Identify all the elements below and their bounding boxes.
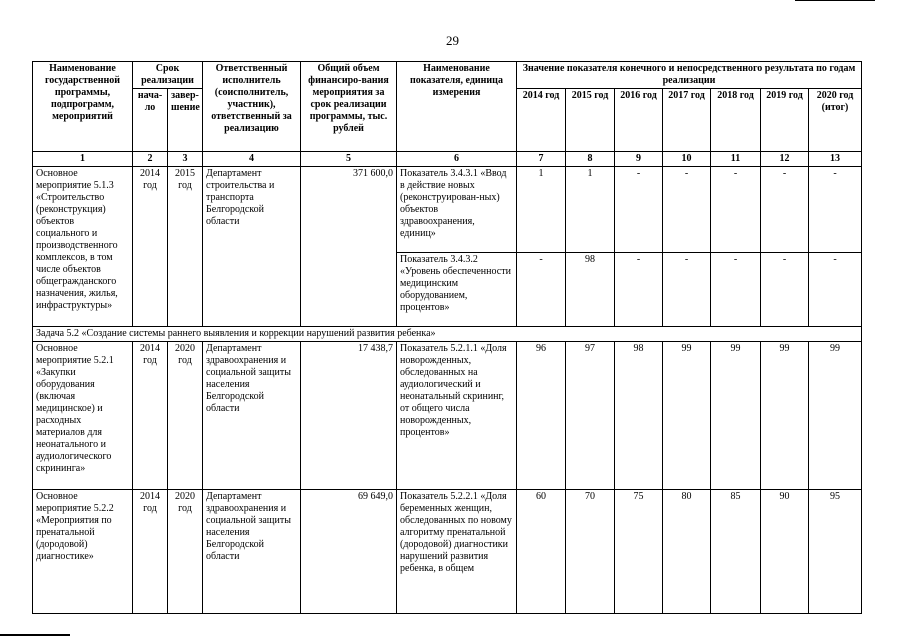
header-start: нача-ло	[133, 89, 168, 152]
value-cell: 60	[517, 490, 566, 614]
task-title: Задача 5.2 «Создание системы раннего выявления и коррекции нарушений развития ребенка»	[33, 327, 862, 342]
end-year: 2020 год	[168, 342, 203, 490]
header-year: 2020 год (итог)	[809, 89, 862, 152]
value-cell: 99	[761, 342, 809, 490]
bottom-rule	[0, 634, 70, 636]
value-cell: -	[761, 167, 809, 253]
table-row	[33, 490, 862, 614]
col-number: 12	[761, 152, 809, 167]
value-cell: -	[517, 253, 566, 327]
header-end: завер-шение	[168, 89, 203, 152]
measure-name: Основное мероприятие 5.2.2 «Мероприятия по пренатальной (дородовой) диагностике»	[33, 490, 133, 614]
col-number: 1	[33, 152, 133, 167]
col-number: 3	[168, 152, 203, 167]
col-number: 10	[663, 152, 711, 167]
col-number: 5	[301, 152, 397, 167]
start-year: 2014 год	[133, 167, 168, 327]
value-cell: 1	[517, 167, 566, 253]
indicator: Показатель 3.4.3.1 «Ввод в действие новых (реконструирован-ных) объектов здравоохранения, единиц»	[397, 167, 517, 253]
indicator: Показатель 3.4.3.2 «Уровень обеспеченности медицинским оборудованием, процентов»	[397, 253, 517, 327]
value-cell: 75	[615, 490, 663, 614]
value-cell: 97	[566, 342, 615, 490]
measure-name: Основное мероприятие 5.1.3 «Строительство (реконструкция) объектов социального и производственного комплексов, в том числе объектов общегражданского назначения, жилья, инфраструктуры»	[33, 167, 133, 327]
value-cell: 1	[566, 167, 615, 253]
header-year: 2015 год	[566, 89, 615, 152]
end-year: 2015 год	[168, 167, 203, 327]
value-cell: -	[663, 167, 711, 253]
table-row	[33, 167, 862, 253]
header-year: 2018 год	[711, 89, 761, 152]
col-number: 8	[566, 152, 615, 167]
funding: 69 649,0	[301, 490, 397, 614]
header-year: 2017 год	[663, 89, 711, 152]
header-name: Наименование государственной программы, подпрограмм, мероприятий	[33, 62, 133, 152]
indicator: Показатель 5.2.1.1 «Доля новорожденных, обследованных на аудиологический и неонатальный скрининг, от общего числа новорожденных, процентов»	[397, 342, 517, 490]
value-cell: 99	[663, 342, 711, 490]
value-cell: -	[711, 167, 761, 253]
header-term: Срок реализации	[133, 62, 203, 89]
page-number: 29	[446, 33, 459, 48]
header-executor: Ответственный исполнитель (соисполнитель, участник), ответственный за реализацию	[203, 62, 301, 152]
executor: Департамент здравоохранения и социальной защиты населения Белгородской области	[203, 342, 301, 490]
funding: 17 438,7	[301, 342, 397, 490]
value-cell: -	[615, 253, 663, 327]
value-cell: 99	[809, 342, 862, 490]
col-number: 6	[397, 152, 517, 167]
value-cell: -	[663, 253, 711, 327]
value-cell: -	[809, 167, 862, 253]
funding: 371 600,0	[301, 167, 397, 327]
measure-name: Основное мероприятие 5.2.1 «Закупки оборудования (включая медицинское) и расходных материалов для неонатального и аудиологического скрининга»	[33, 342, 133, 490]
col-number: 4	[203, 152, 301, 167]
value-cell: 95	[809, 490, 862, 614]
header-year: 2016 год	[615, 89, 663, 152]
value-cell: -	[809, 253, 862, 327]
program-table	[32, 61, 862, 614]
col-number: 7	[517, 152, 566, 167]
col-number: 9	[615, 152, 663, 167]
col-number: 11	[711, 152, 761, 167]
indicator: Показатель 5.2.2.1 «Доля беременных женщин, обследованных по новому алгоритму пренатальной (дородовой) диагностики нарушений развития ребенка, в общем	[397, 490, 517, 614]
value-cell: 80	[663, 490, 711, 614]
value-cell: 90	[761, 490, 809, 614]
top-rule	[795, 0, 875, 1]
value-cell: 70	[566, 490, 615, 614]
value-cell: 98	[566, 253, 615, 327]
header-funding: Общий объем финансиро-вания мероприятия за срок реализации программы, тыс. рублей	[301, 62, 397, 152]
end-year: 2020 год	[168, 490, 203, 614]
start-year: 2014 год	[133, 490, 168, 614]
executor: Департамент строительства и транспорта Белгородской области	[203, 167, 301, 327]
col-number: 2	[133, 152, 168, 167]
header-row-1	[33, 62, 862, 89]
header-values: Значение показателя конечного и непосредственного результата по годам реализации	[517, 62, 862, 89]
value-cell: -	[711, 253, 761, 327]
value-cell: -	[761, 253, 809, 327]
header-indicator: Наименование показателя, единица измерения	[397, 62, 517, 152]
value-cell: -	[615, 167, 663, 253]
executor: Департамент здравоохранения и социальной защиты населения Белгородской области	[203, 490, 301, 614]
header-year: 2019 год	[761, 89, 809, 152]
value-cell: 99	[711, 342, 761, 490]
start-year: 2014 год	[133, 342, 168, 490]
value-cell: 96	[517, 342, 566, 490]
table-row	[33, 342, 862, 490]
value-cell: 98	[615, 342, 663, 490]
header-year: 2014 год	[517, 89, 566, 152]
task-row	[33, 327, 862, 342]
col-number: 13	[809, 152, 862, 167]
value-cell: 85	[711, 490, 761, 614]
column-numbers-row	[33, 152, 862, 167]
